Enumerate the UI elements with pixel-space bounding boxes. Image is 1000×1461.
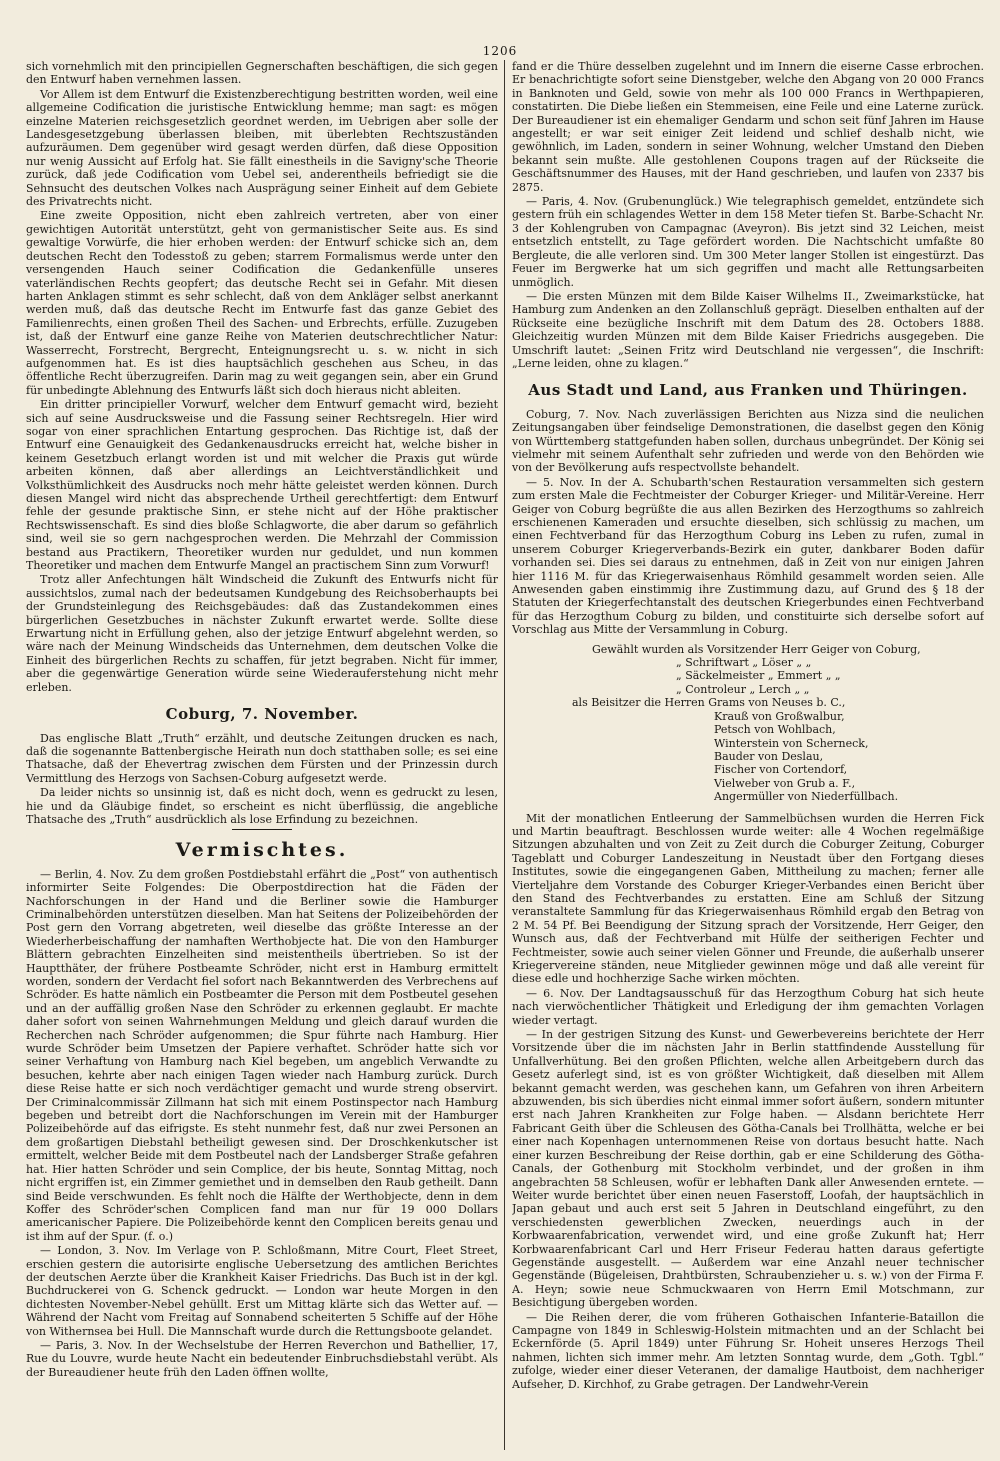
board-heading: Gewählt wurden als Vorsitzender Herr Geiger von Coburg, [592,642,921,656]
article-paragraph: Trotz aller Anfechtungen hält Windscheid die Zukunft des Entwurfs nicht für aussichtslos, zumal nach der bedeutsamen Kundgebung des Reichsoberhaupts bei der Grundsteinlegung des Reichsgebäudes: daß das Zustandekommen eines bürgerlichen Gesetzbuches in nächster Zukunft erwartet werde. Sollte diese Erwartung nicht in Erfüllung gehen, also der jetzige Entwurf abgelehnt werden, so wäre nach der Meinung Windscheids das Unternehmen, dem deutschen Volke die Einheit des bürgerlichen Rechts zu schaffen, für jetzt begraben. Nicht für immer, aber die gegenwärtige Generation würde seine Wiederauferstehung nicht mehr erleben. [26,573,498,694]
assessor: Winterstein von Scherneck, [714,736,869,750]
assessor: Angermüller von Niederfüllbach. [714,790,899,804]
board-list [572,643,984,804]
news-item: Coburg, 7. Nov. Nach zuverlässigen Berichten aus Nizza sind die neulichen Zeitungsangaben über feindselige Demonstrationen, die daselbst gegen den König von Württemberg stattgefunden haben sollen, durchaus unbegründet. Der König sei vielmehr mit seinem Aufenthalt sehr zufrieden und werde von den Behörden wie von der Bevölkerung aufs respectvollste behandelt. [512,407,984,475]
page-number: 1206 [482,44,518,58]
article-paragraph: Das englische Blatt „Truth“ erzählt, und deutsche Zeitungen drucken es nach, daß die sogenannte Battenbergische Heirath nun doch statthaben solle; es sei eine Thatsache, daß der Ehevertrag zwischen dem Fürsten und der Prinzessin durch Vermittlung des Herzogs von Sachsen-Coburg aufgesetzt werde. [26,731,498,785]
assessor: Bauder von Deslau, [714,749,824,763]
assessor: Vielweber von Grub a. F., [714,776,856,790]
column-divider [504,60,505,1450]
board-role: „ Säckelmeister „ Emmert „ „ [676,669,841,683]
assessor: Petsch von Wohlbach, [714,723,836,737]
right-column [512,60,984,1450]
section-divider [232,829,292,830]
news-item: — Berlin, 4. Nov. Zu dem großen Postdiebstahl erfährt die „Post“ von authentisch informirter Seite Folgendes: Die Oberpostdirection hat die Fäden der Nachforschungen in der Hand und die Berliner sowie die Hamburger Criminalbehörden unterstützen dieselben. Man hat Seitens der Polizeibehörden der Post gern den Vorrang abgetreten, weil dieselbe das größte Interesse an der Wiederherbeischaffung der namhaften Werthobjecte hat. Die von den Hamburger Blättern gebrachten Einzelheiten sind meistentheils übertrieben. So ist der Hauptthäter, der frühere Postbeamte Schröder, nicht erst in Hamburg ermittelt worden, sondern der Verdacht fiel sofort nach Bekanntwerden des Verbrechens auf Schröder. Es hatte nämlich ein Postbeamter die Person mit dem Postbeutel gesehen und an der auffällig großen Nase den Schröder zu erkennen geglaubt. Er machte daher sofort von seinen Wahrnehmungen Meldung und gleich darauf wurden die Recherchen nach Schröder aufgenommen; die Spur führte nach Hamburg. Hier wurde Schröder beim Umsetzen der Papiere verhaftet. Schröder hatte sich vor seiner Verhaftung von Hamburg nach Kiel begeben, um angeblich Verwandte zu besuchen, kehrte aber nach einigen Tagen wieder nach Hamburg zurück. Durch diese Reise hatte er sich noch verdächtiger gemacht und wurde streng observirt. Der Criminalcommissär Zillmann hat sich mit einem Postinspector nach Hamburg begeben und betreibt dort die Nachforschungen im Verein mit der Hamburger Polizeibehörde auf das eifrigste. Es steht nunmehr fest, daß nur zwei Personen an dem großartigen Diebstahl betheiligt gewesen sind. Der Droschkenkutscher ist ermittelt, welcher Beide mit dem Postbeutel nach der Landsberger Straße gefahren hat. Hier hatten Schröder und sein Complice, der bis heute, Sonntag Mittag, noch nicht ergriffen ist, ein Zimmer gemiethet und in demselben den Raub getheilt. Dann sind Beide verschwunden. Es fehlt noch die Hälfte der Werthobjecte, denn in dem Koffer des Schröder'schen Complicen fand man nur für 19 000 Dollars americanischer Papiere. Die Polizeibehörde kennt den Complicen bereits genau und ist ihm auf der Spur. (f. o.) [26,867,498,1243]
news-item: — Paris, 4. Nov. (Grubenunglück.) Wie telegraphisch gemeldet, entzündete sich gestern früh ein schlagendes Wetter in dem 158 Meter tiefen St. Barbe-Schacht Nr. 3 der Kohlengruben von Campagnac (Aveyron). Bis jetzt sind 32 Leichen, meist entsetzlich entstellt, zu Tage gefördert worden. Die Nachtschicht umfaßte 80 Bergleute, die alle verloren sind. Um 300 Meter langer Stollen ist eingestürzt. Das Feuer im Bergwerke hat um sich gegriffen und macht alle Rettungsarbeiten unmöglich. [512,195,984,289]
board-role: „ Controleur „ Lerch „ „ [676,682,810,696]
misc-heading: Vermischtes. [175,839,349,862]
article-paragraph: Ein dritter principieller Vorwurf, welcher dem Entwurf gemacht wird, bezieht sich auf seine Ausdrucksweise und die Fassung seiner Rechtsregeln. Hier wird sogar von einer sprachlichen Entartung gesprochen. Das Richtige ist, daß der Entwurf eine Genauigkeit des Gedankenausdrucks erreicht hat, welche bisher in keinem Gesetzbuch erlangt worden ist und mit welcher die Praxis gut würde arbeiten können, daß aber allerdings an Leichtverständlichkeit und Volksthümlichkeit des Ausdrucks noch mehr hätte geleistet werden können. Durch diesen Mangel wird nicht das absprechende Urtheil gerechtfertigt: dem Entwurf fehle der gesunde praktische Sinn, er stehe nicht auf der Höhe praktischer Rechtswissenschaft. Es sind dies bloße Schlagworte, die aber darum so gefährlich sind, weil sie so gern nachgesprochen werden. Die Mehrzahl der Commission bestand aus Practikern, Theoretiker wurden nur geduldet, und nun kommen Theoretiker und machen dem Entwurfe Mangel an practischem Sinn zum Vorwurf! [26,398,498,573]
news-item: — Paris, 3. Nov. In der Wechselstube der Herren Reverchon und Bathellier, 17, Rue du Louvre, wurde heute Nacht ein bedeutender Einbruchsdiebstahl verübt. Als der Bureaudiener heute früh den Laden öffnen wollte, [26,1338,498,1379]
board-role: „ Schriftwart „ Löser „ „ [676,656,812,670]
news-item: — 6. Nov. Der Landtagsausschuß für das Herzogthum Coburg hat sich heute nach vierwöchentlicher Thätigkeit und Erledigung der ihm gemachten Vorlagen wieder vertagt. [512,986,984,1027]
article-paragraph: Da leider nichts so unsinnig ist, daß es nicht doch, wenn es gedruckt zu lesen, hie und da Gläubige findet, so erscheint es nicht überflüssig, die angebliche Thatsache des „Truth“ ausdrücklich als lose Erfindung zu bezeichnen. [26,786,498,826]
news-item: — Die ersten Münzen mit dem Bilde Kaiser Wilhelms II., Zweimarkstücke, hat Hamburg zum Andenken an den Zollanschluß geprägt. Dieselben enthalten auf der Rückseite eine bezügliche Inschrift mit dem Datum des 28. Octobers 1888. Gleichzeitig wurden Münzen mit dem Bilde Kaiser Friedrichs ausgegeben. Die Umschrift lautet: „Seinen Fritz wird Deutschland nie vergessen“, die Inschrift: „Lerne leiden, ohne zu klagen.“ [512,289,984,370]
news-item: — Die Reihen derer, die vom früheren Gothaischen Infanterie-Bataillon die Campagne von 1849 in Schleswig-Holstein mitmachten und an der Schlacht bei Eckernförde (5. April 1849) unter Führung Sr. Hoheit unseres Herzogs Theil nahmen, lichten sich immer mehr. Am letzten Sonntag wurde, dem „Goth. Tgbl.“ zufolge, wieder einer dieser Veteranen, der damalige Hautboist, dem nachheriger Aufseher, D. Kirchhof, zu Grabe getragen. Der Landwehr-Verein [512,1310,984,1391]
news-item: — In der gestrigen Sitzung des Kunst- und Gewerbevereins berichtete der Herr Vorsitzende über die im nächsten Jahr in Berlin stattfindende Ausstellung für Unfallverhütung. Bei den großen Pflichten, welche allen Arbeitgebern durch das Gesetz auferlegt sind, ist es von größter Wichtigkeit, daß dieselben mit Allem bekannt gemacht werden, was geschehen kann, um Gefahren von ihren Arbeitern abzuwenden, bis sich überdies nicht einmal immer sofort äußern, sondern mitunter erst nach Jahren Krankheiten zur Folge haben. — Alsdann berichtete Herr Fabricant Geith über die Schleusen des Götha-Canals bei Trollhätta, welche er bei einer nach Kopenhagen unternommenen Reise von dortaus besucht hatte. Nach einer kurzen Beschreibung der Reise dorthin, gab er eine Schilderung des Götha-Canals, der Gothenburg mit Stockholm verbindet, und der großen in ihm angebrachten 58 Schleusen, wofür er lebhaften Dank aller Anwesenden erntete. — Weiter wurde berichtet über einen neuen Faserstoff, Loofah, der hauptsächlich in Japan gebaut und auch erst seit 5 Jahren in Deutschland eingeführt, zu den verschiedensten gewerblichen Zwecken, neuerdings auch in der Korbwaarenfabrication, verwendet wird, und eine große Zukunft hat; Herr Korbwaarenfabricant Carl und Herr Friseur Federau hatten daraus gefertigte Gegenstände ausgestellt. — Außerdem war eine Anzahl neuer technischer Gegenstände (Bügeleisen, Drahtbürsten, Schraubenzieher u. s. w.) von der Firma F. A. Heyn; sowie neue Schmuckwaaren von Herrn Emil Motschmann, zur Besichtigung übergeben worden. [512,1028,984,1310]
coburg-heading: Coburg, 7. November. [165,705,359,724]
assessors-label: als Beisitzer die Herren Grams von Neuses b. C., [572,696,846,710]
assessor: Fischer von Cortendorf, [714,763,848,777]
left-column [26,60,498,1450]
news-item: — 5. Nov. In der A. Schubarth'schen Restauration versammelten sich gestern zum ersten Male die Fechtmeister der Coburger Krieger- und Militär-Vereine. Herr Geiger von Coburg begrüßte die aus allen Bezirken des Herzogthums so zahlreich erschienenen Kameraden und ersuchte dieselben, sich schlüssig zu machen, um einen Fechtverband für das Herzogthum Coburg ins Leben zu rufen, zumal in unserem Coburger Kriegerverbands-Bezirk ein guter, dankbarer Boden dafür vorhanden sei. Dies sei daraus zu entnehmen, daß in Zeit von nur einigen Jahren hier 1116 M. für das Kriegerwaisenhaus Römhild gesammelt worden seien. Alle Anwesenden gaben einstimmig ihre Zustimmung dazu, auf Grund des § 18 der Statuten der Kriegerfechtanstalt des deutschen Kriegerbundes einen Fechtverband für das Herzogthum Coburg zu bilden, und constituirte sich derselbe sofort auf Vorschlag aus Mitte der Versammlung in Coburg. [512,475,984,637]
news-item: Mit der monatlichen Entleerung der Sammelbüchsen wurden die Herren Fick und Martin beauftragt. Beschlossen wurde weiter: alle 4 Wochen regelmäßige Sitzungen abzuhalten und von Zeit zu Zeit durch die Coburger Zeitung, Coburger Tageblatt und Coburger Landeszeitung in Neustadt über den Fortgang dieses Institutes, sowie die eingegangenen Gaben, Mittheilung zu machen; ferner alle Vierteljahre dem Vorstande des Coburger Krieger-Verbandes einen Bericht über den Stand des Fechtverbandes zu erstatten. Eine am Schluß der Sitzung veranstaltete Sammlung für das Kriegerwaisenhaus Römhild ergab den Betrag von 2 M. 54 Pf. Bei Beendigung der Sitzung sprach der Vorsitzende, Herr Geiger, den Wunsch aus, daß der Fechtverband mit Hülfe der seitherigen Fechter und Fechtmeister, sowie auch seiner vielen Gönner und Freunde, die außerhalb unserer Kriegervereine ständen, neue Mitglieder gewinnen möge und daß alle vereint für diese edle und hochherzige Sache wirken möchten. [512,811,984,986]
article-paragraph: sich vornehmlich mit den principiellen Gegnerschaften beschäftigen, die sich gegen den Entwurf haben vernehmen lassen. [26,60,498,87]
region-heading: Aus Stadt und Land, aus Franken und Thüringen. [528,381,968,400]
assessor: Krauß von Großwalbur, [714,709,845,723]
news-item: — London, 3. Nov. Im Verlage von P. Schloßmann, Mitre Court, Fleet Street, erschien gestern die autorisirte englische Uebersetzung des amtlichen Berichtes der deutschen Aerzte über die Krankheit Kaiser Friedrichs. Das Buch ist in der kgl. Buchdruckerei von G. Schenck gedruckt. — London war heute Morgen in den dichtesten November-Nebel gehüllt. Erst um Mittag klärte sich das Wetter auf. — Während der Nacht vom Freitag auf Sonnabend scheiterten 5 Schiffe auf der Höhe von Withernsea bei Hull. Die Mannschaft wurde durch die Rettungsboote gelandet. [26,1244,498,1338]
news-item: fand er die Thüre desselben zugelehnt und im Innern die eiserne Casse erbrochen. Er benachrichtigte sofort seine Dienstgeber, welche den Abgang von 20 000 Francs in Banknoten und Geld, sowie von mehr als 100 000 Francs in Werthpapieren, constatirten. Die Diebe ließen ein Stemmeisen, eine Feile und eine Laterne zurück. Der Bureaudiener ist ein ehemaliger Gendarm und schon seit fünf Jahren im Hause angestellt; er war seit einiger Zeit leidend und schlief deshalb nicht, wie gewöhnlich, im Laden, sondern in seiner Wohnung, welcher Umstand den Dieben bekannt sein mußte. Alle gestohlenen Coupons tragen auf der Rückseite die Geschäftsnummer des Hauses, mit der Hand geschrieben, und laufen von 2337 bis 2875. [512,60,984,194]
article-paragraph: Eine zweite Opposition, nicht eben zahlreich vertreten, aber von einer gewichtigen Autorität unterstützt, geht von germanistischer Seite aus. Es sind gewaltige Vorwürfe, die hier erhoben werden: der Entwurf schicke sich an, dem deutschen Recht den Todesstoß zu geben; starrem Formalismus werde unter den versengenden Hauch seiner Codification die Gedankenfülle unseres vaterländischen Rechts geopfert; das deutsche Recht sei in Gefahr. Mit diesen harten Anklagen stimmt es sehr schlecht, daß von dem Ankläger selbst anerkannt werden muß, daß das deutsche Recht im Entwurfe fast das ganze Gebiet des Familienrechts, einen großen Theil des Sachen- und Erbrechts, erfülle. Zuzugeben ist, daß der Entwurf eine ganze Reihe von Materien deutschrechtlicher Natur: Wasserrecht, Forstrecht, Bergrecht, Enteignungsrecht u. s. w. nicht in sich aufgenommen hat. Es ist dies hauptsächlich geschehen aus Scheu, in das öffentliche Recht überzugreifen. Darin mag zu weit gegangen sein, aber ein Grund für unbedingte Ablehnung des Entwurfs läßt sich doch hieraus nicht ableiten. [26,209,498,397]
article-paragraph: Vor Allem ist dem Entwurf die Existenzberechtigung bestritten worden, weil eine allgemeine Codification die juristische Entwicklung hemme; man sagt: es mögen einzelne Materien reichsgesetzlich geordnet werden, im Uebrigen aber solle der Landesgesetzgebung überlassen bleiben, mit überlebten Rechtszuständen aufzuräumen. Dem gegenüber wird gesagt werden dürfen, daß diese Opposition nur wenig Aussicht auf Erfolg hat. Sie fällt einestheils in die Savigny'sche Theorie zurück, daß jede Codification vom Uebel sei, anderentheils befriedigt sie die Sehnsucht des deutschen Volkes nach Ausprägung seiner Einheit auf dem Gebiete des Privatrechts nicht. [26,87,498,209]
